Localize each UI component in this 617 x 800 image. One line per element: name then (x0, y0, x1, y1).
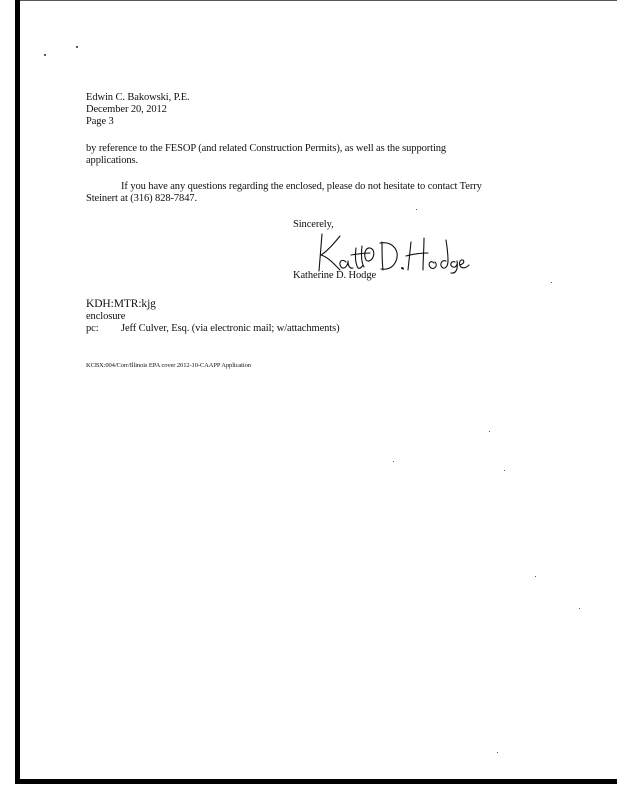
paragraph-2-line-1: If you have any questions regarding the enclosed, please do not hesitate to contact Terry (121, 181, 482, 192)
scan-border-top (20, 0, 617, 1)
handwritten-signature (310, 228, 470, 274)
paragraph-1-line-2: applications. (86, 155, 139, 166)
scan-speck (44, 54, 46, 56)
closing-salutation: Sincerely, (293, 219, 334, 230)
paragraph-2-line-2: Steinert at (316) 828-7847. (86, 193, 198, 204)
file-reference: KCBX:004/Corr/Illinois EPA cover 2012-10-CAAPP Application (86, 362, 251, 369)
pc-recipient: Jeff Culver, Esq. (via electronic mail; w/attachments) (121, 323, 340, 334)
scan-speck (497, 752, 498, 753)
enclosure-notation: enclosure (86, 311, 126, 322)
scan-speck (393, 461, 394, 462)
pc-label: pc: (86, 323, 99, 334)
page-number: Page 3 (86, 116, 114, 127)
scan-border-left (15, 0, 20, 783)
letter-date: December 20, 2012 (86, 104, 167, 115)
scan-speck (579, 608, 580, 609)
scan-speck (504, 470, 505, 471)
scan-speck (416, 209, 417, 210)
scan-speck (535, 576, 536, 577)
scan-border-bottom (15, 779, 617, 784)
scan-speck (551, 282, 552, 283)
typist-initials: KDH:MTR:kjg (86, 298, 156, 310)
paragraph-1-line-1: by reference to the FESOP (and related Construction Permits), as well as the supporting (86, 143, 447, 154)
scan-speck (76, 46, 78, 48)
recipient-name: Edwin C. Bakowski, P.E. (86, 92, 190, 103)
scan-speck (489, 431, 490, 432)
signer-name: Katherine D. Hodge (293, 270, 377, 281)
